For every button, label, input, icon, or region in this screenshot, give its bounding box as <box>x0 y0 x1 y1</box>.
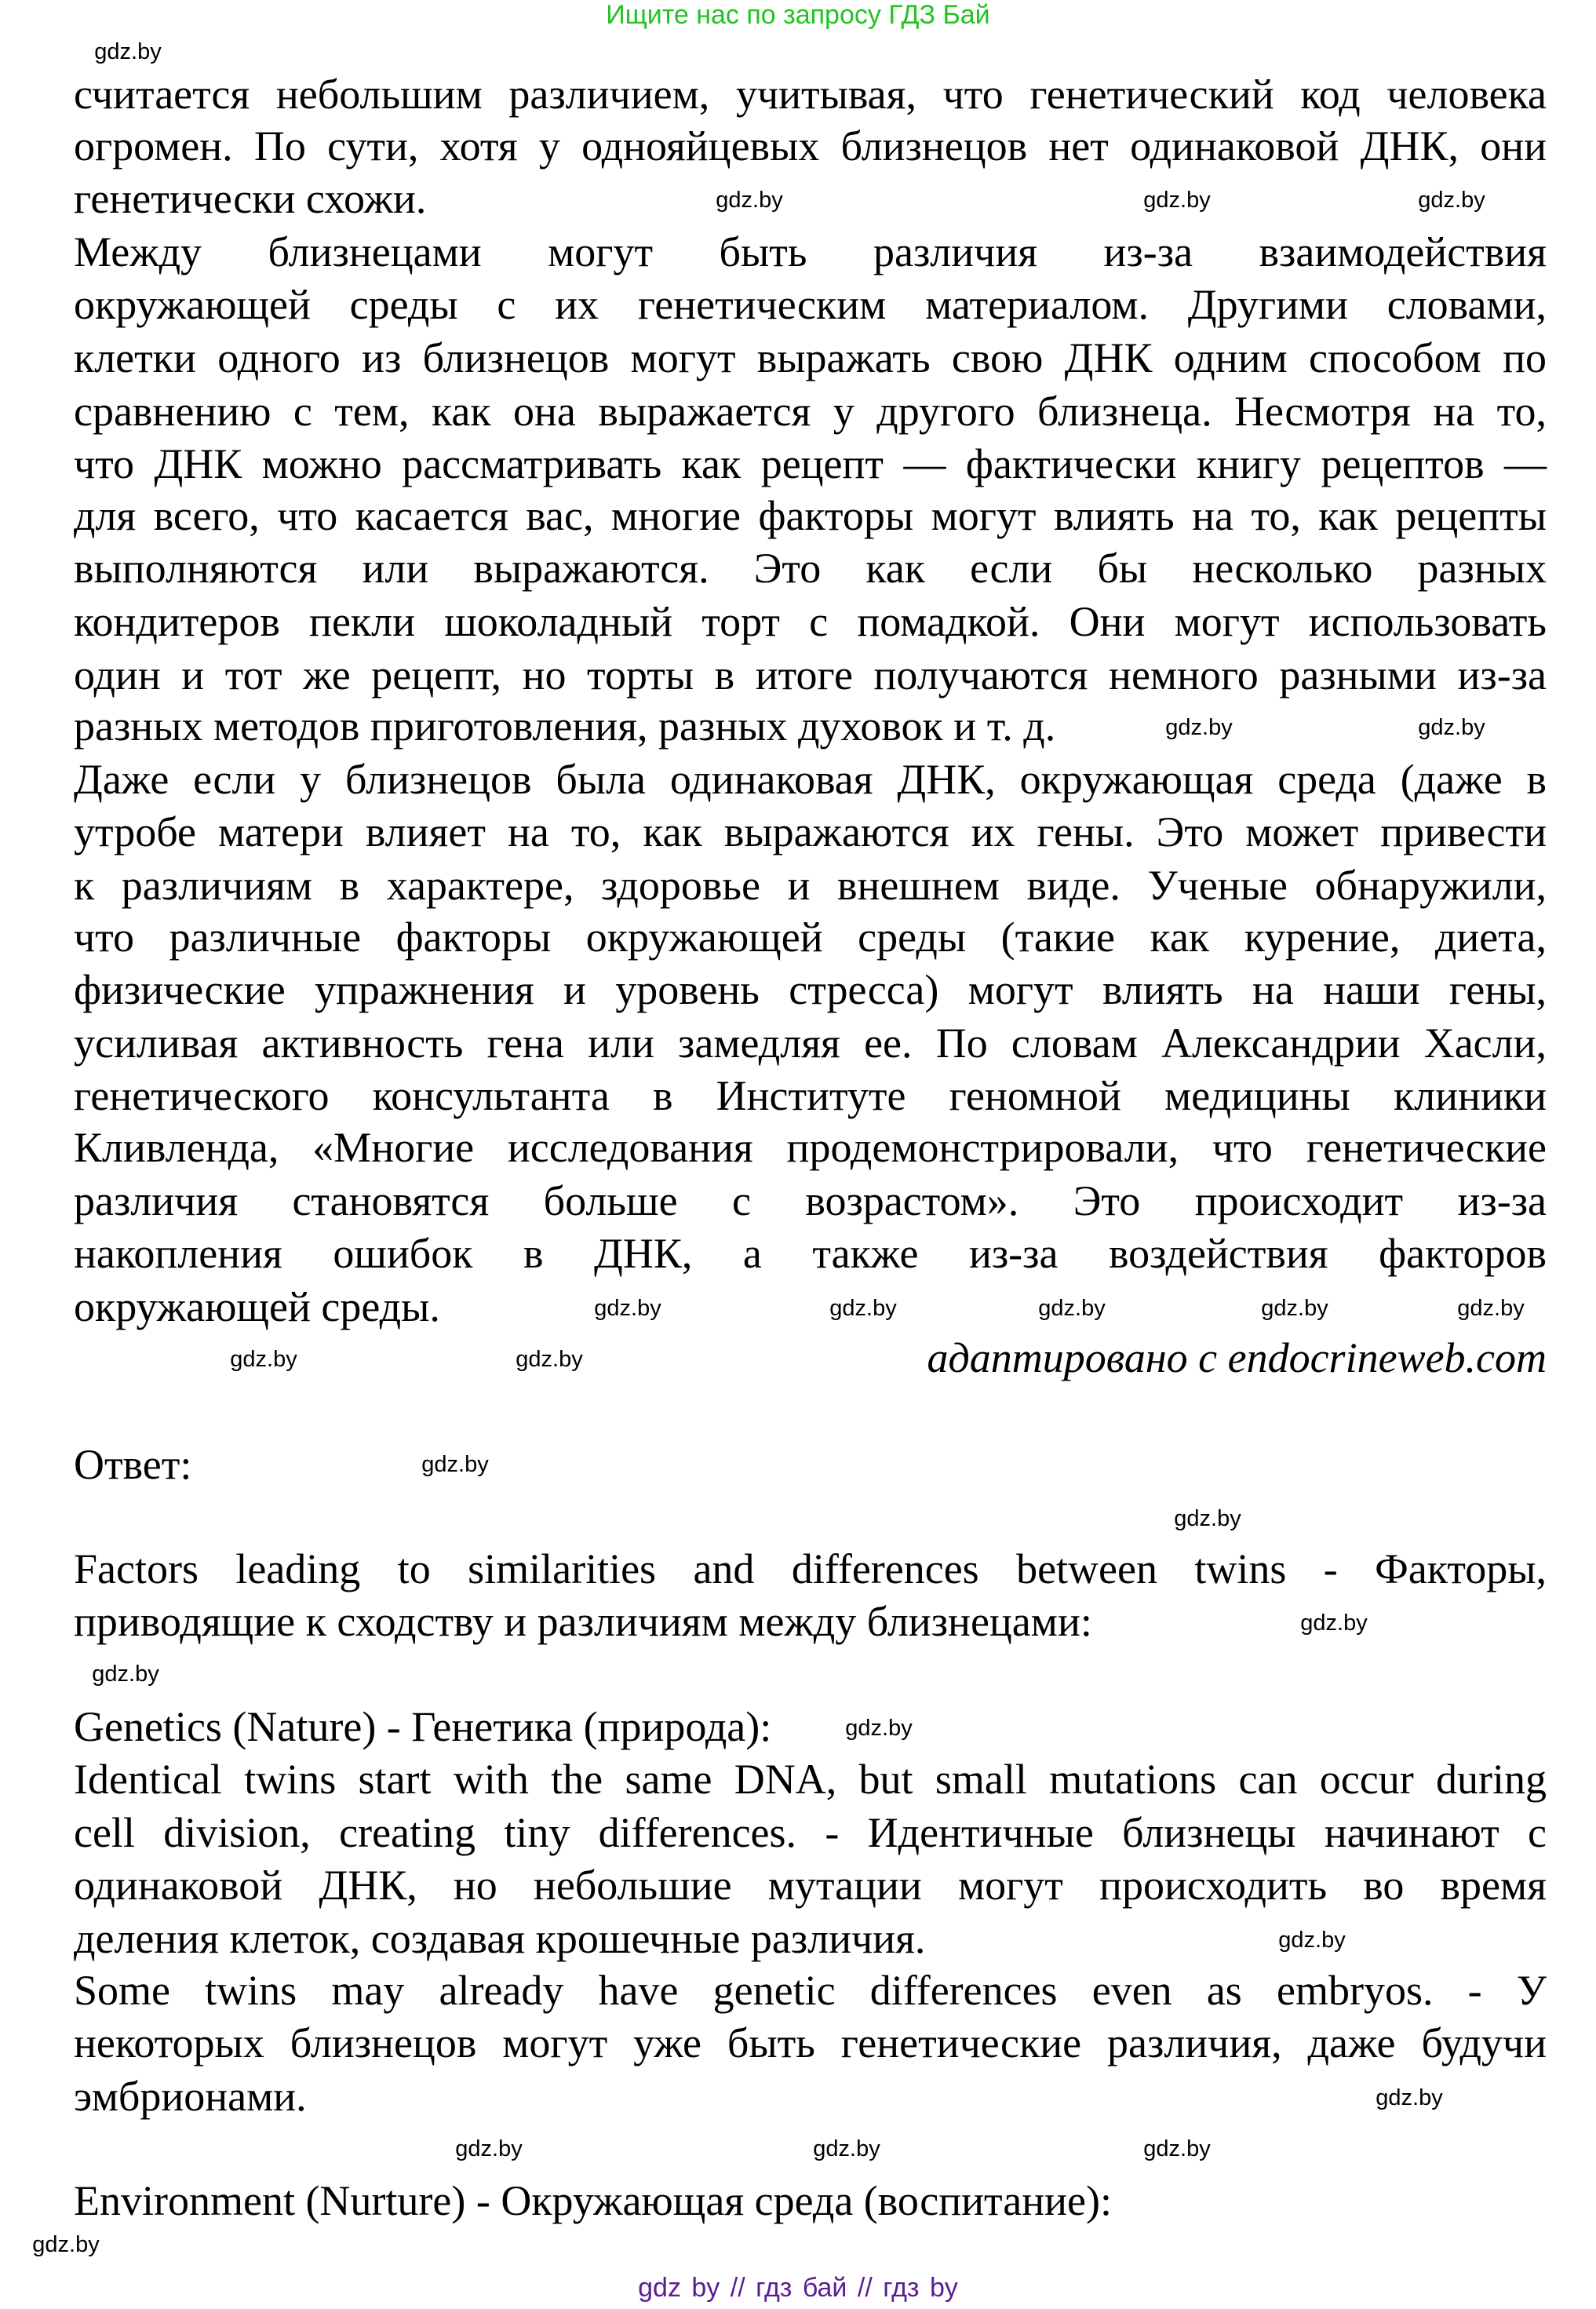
watermark-text: gdz.by <box>716 188 783 213</box>
text-line: окружающей среды. <box>74 1283 440 1330</box>
watermark-text: gdz.by <box>32 2232 100 2257</box>
watermark-text: gdz.by <box>845 1716 913 1741</box>
text-line: генетически схожи. <box>74 175 427 222</box>
text-line: один и тот же рецепт, но торты в итоге получаются немного разными из-за <box>74 651 1547 699</box>
watermark-text: gdz.by <box>1376 2085 1443 2110</box>
text-line: cell division, creating tiny differences. - Идентичные близнецы начинают с <box>74 1809 1547 1856</box>
text-line: окружающей среды с их генетическим материалом. Другими словами, <box>74 281 1547 328</box>
text-line: Даже если у близнецов была одинаковая ДНК, окружающая среда (даже в <box>74 756 1547 803</box>
text-line: приводящие к сходству и различиям между близнецами: <box>74 1598 1092 1645</box>
text-line: кондитеров пекли шоколадный торт с помадкой. Они могут использовать <box>74 598 1547 645</box>
text-line: для всего, что касается вас, многие факторы могут влиять на то, как рецепты <box>74 492 1547 539</box>
text-line: Environment (Nurture) - Окружающая среда (воспитание): <box>74 2177 1112 2224</box>
text-line: считается небольшим различием, учитывая, что генетический код человека <box>74 71 1547 118</box>
text-line: эмбрионами. <box>74 2073 307 2120</box>
watermark-text: gdz.by <box>421 1452 489 1477</box>
text-line: накопления ошибок в ДНК, а также из-за воздействия факторов <box>74 1230 1547 1277</box>
text-line: физические упражнения и уровень стресса) могут влиять на наши гены, <box>74 966 1547 1013</box>
watermark-text: gdz.by <box>1143 2136 1211 2161</box>
watermark-text: gdz.by <box>1278 1928 1346 1953</box>
text-line: Factors leading to similarities and differences between twins - Факторы, <box>74 1545 1547 1592</box>
footer-links[interactable]: gdz by // гдз бай // гдз by <box>638 2273 958 2303</box>
text-line: разных методов приготовления, разных духовок и т. д. <box>74 702 1056 750</box>
text-line: огромен. По сути, хотя у однояйцевых близнецов нет одинаковой ДНК, они <box>74 122 1547 170</box>
watermark-text: gdz.by <box>94 39 162 64</box>
watermark-text: gdz.by <box>813 2136 880 2161</box>
text-line: Между близнецами могут быть различия из-за взаимодействия <box>74 228 1547 275</box>
watermark-text: gdz.by <box>1038 1296 1106 1321</box>
watermark-text: gdz.by <box>1300 1610 1368 1636</box>
source-attribution: адаптировано с endocrineweb.com <box>927 1334 1547 1381</box>
text-line: генетического консультанта в Институте геномной медицины клиники <box>74 1072 1547 1119</box>
watermark-text: gdz.by <box>1165 715 1233 740</box>
search-hint-banner: Ищите нас по запросу ГДЗ Бай <box>606 0 990 30</box>
text-line: одинаковой ДНК, но небольшие мутации могут происходить во время <box>74 1862 1547 1909</box>
text-line: утробе матери влияет на то, как выражаются их гены. Это может привести <box>74 808 1547 855</box>
watermark-text: gdz.by <box>516 1347 583 1372</box>
text-line: что различные факторы окружающей среды (такие как курение, диета, <box>74 914 1547 961</box>
watermark-text: gdz.by <box>230 1347 297 1372</box>
text-line: деления клеток, создавая крошечные различия. <box>74 1915 926 1962</box>
watermark-text: gdz.by <box>455 2136 523 2161</box>
watermark-text: gdz.by <box>829 1296 897 1321</box>
watermark-text: gdz.by <box>1418 715 1485 740</box>
watermark-text: gdz.by <box>1261 1296 1328 1321</box>
watermark-text: gdz.by <box>1418 188 1485 213</box>
text-line: к различиям в характере, здоровье и внешнем виде. Ученые обнаружили, <box>74 862 1547 909</box>
text-line: Identical twins start with the same DNA, but small mutations can occur during <box>74 1756 1547 1803</box>
text-line: сравнению с тем, как она выражается у другого близнеца. Несмотря на то, <box>74 388 1547 435</box>
text-line: некоторых близнецов могут уже быть генетические различия, даже будучи <box>74 2019 1547 2066</box>
watermark-text: gdz.by <box>1457 1296 1525 1321</box>
text-line: что ДНК можно рассматривать как рецепт — фактически книгу рецептов — <box>74 440 1547 487</box>
text-line: Some twins may already have genetic differences even as embryos. - У <box>74 1967 1547 2014</box>
text-line: Кливленда, «Многие исследования продемонстрировали, что генетические <box>74 1124 1547 1171</box>
text-line: усиливая активность гена или замедляя ее. По словам Александрии Хасли, <box>74 1020 1547 1067</box>
watermark-text: gdz.by <box>1174 1506 1241 1531</box>
text-line: выполняются или выражаются. Это как если бы несколько разных <box>74 545 1547 592</box>
text-line: Genetics (Nature) - Генетика (природа): <box>74 1703 772 1750</box>
watermark-text: gdz.by <box>92 1662 159 1687</box>
text-line: различия становятся больше с возрастом». Это происходит из-за <box>74 1177 1547 1224</box>
watermark-text: gdz.by <box>594 1296 661 1321</box>
watermark-text: gdz.by <box>1143 188 1211 213</box>
text-line: Ответ: <box>74 1441 192 1488</box>
text-line: клетки одного из близнецов могут выражать свою ДНК одним способом по <box>74 334 1547 381</box>
